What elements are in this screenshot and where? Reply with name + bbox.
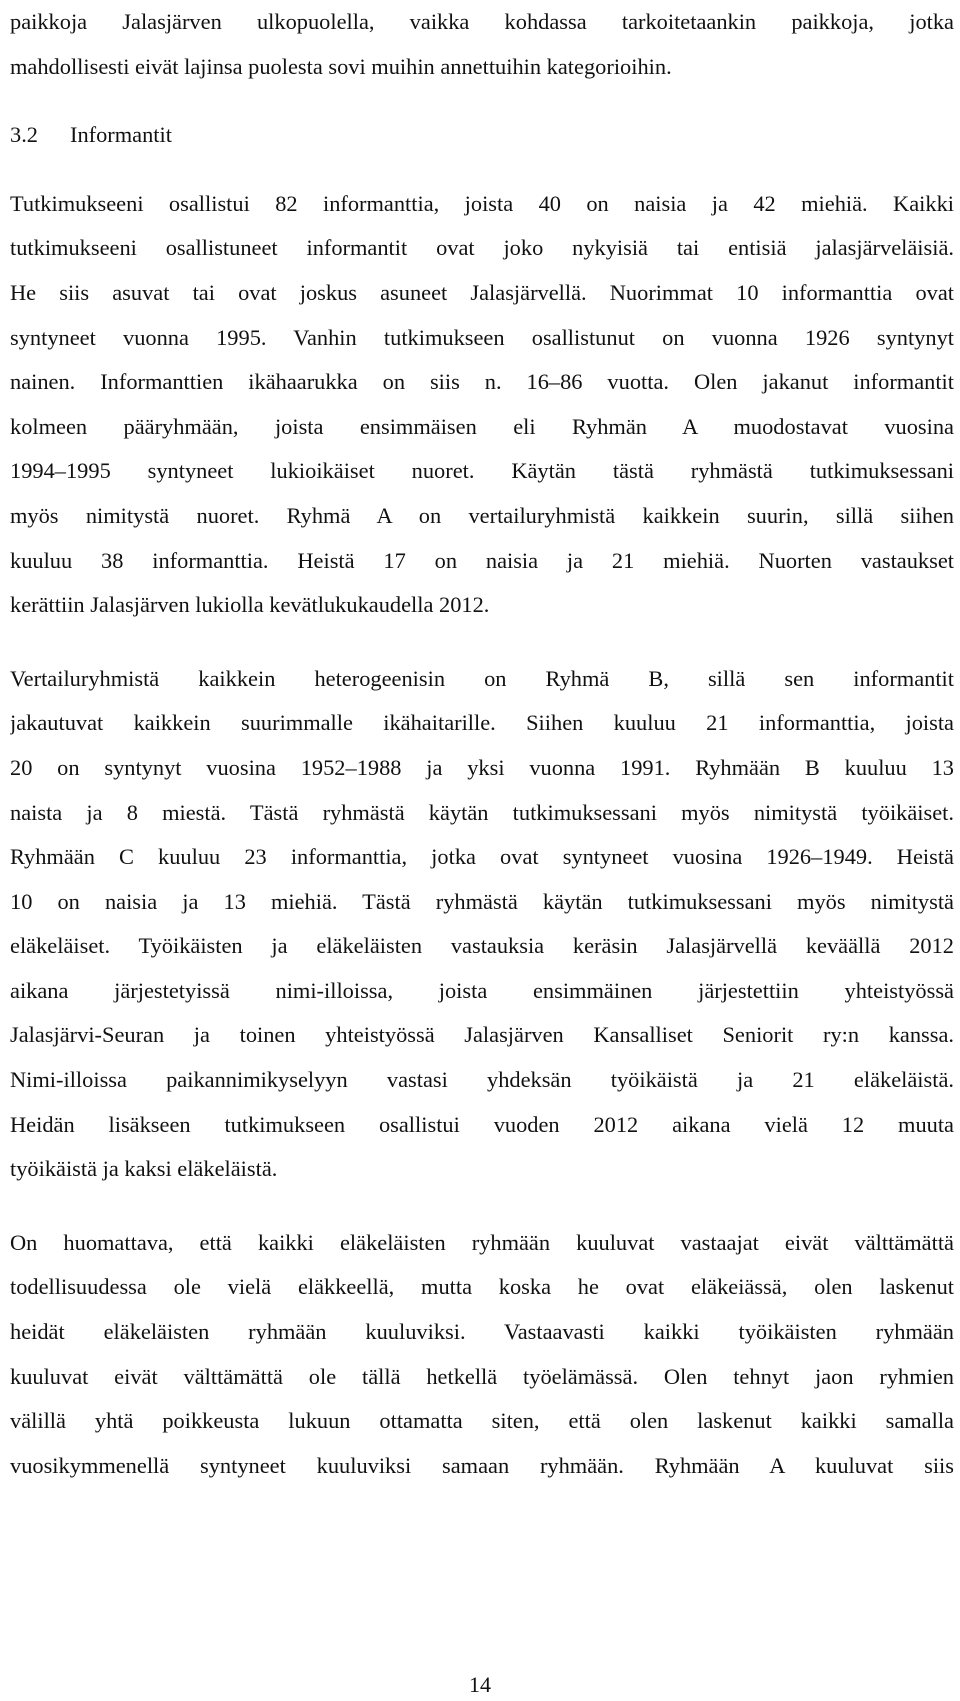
document-page	[10, 0, 954, 1488]
text-line: kuuluvat eivät välttämättä ole tällä hetkellä työelämässä. Olen tehnyt jaon ryhmien	[10, 1363, 954, 1389]
text-line: heidät eläkeläisten ryhmään kuuluviksi. Vastaavasti kaikki työikäisten ryhmään	[10, 1319, 954, 1345]
text-line: työikäistä ja kaksi eläkeläistä.	[10, 1156, 278, 1182]
text-line: He siis asuvat tai ovat joskus asuneet Jalasjärvellä. Nuorimmat 10 informanttia ovat	[10, 279, 954, 305]
text-line: todellisuudessa ole vielä eläkkeellä, mutta koska he ovat eläkeiässä, olen laskenut	[10, 1274, 954, 1300]
text-line: Nimi-illoissa paikannimikyselyyn vastasi yhdeksän työikäistä ja 21 eläkeläistä.	[10, 1067, 954, 1093]
text-line: välillä yhtä poikkeusta lukuun ottamatta siten, että olen laskenut kaikki samalla	[10, 1408, 954, 1434]
paragraph-3	[10, 1221, 954, 1489]
text-line: myös nimitystä nuoret. Ryhmä A on vertailuryhmistä kaikkein suurin, sillä siihen	[10, 502, 954, 528]
page-number: 14	[469, 1672, 491, 1697]
text-line: vuosikymmenellä syntyneet kuuluviksi samaan ryhmään. Ryhmään A kuuluvat siis	[10, 1452, 954, 1478]
section-heading	[10, 113, 954, 158]
text-line: nainen. Informanttien ikähaarukka on siis n. 16–86 vuotta. Olen jakanut informantit	[10, 369, 954, 395]
text-line: jakautuvat kaikkein suurimmalle ikähaitarille. Siihen kuuluu 21 informanttia, joista	[10, 710, 954, 736]
text-line: Jalasjärvi-Seuran ja toinen yhteistyössä Jalasjärven Kansalliset Seniorit ry:n kanssa.	[10, 1022, 954, 1048]
section-title: Informantit	[70, 122, 172, 148]
text-line: syntyneet vuonna 1995. Vanhin tutkimukseen osallistunut on vuonna 1926 syntynyt	[10, 324, 954, 350]
text-line: 1994–1995 syntyneet lukioikäiset nuoret. Käytän tästä ryhmästä tutkimuksessani	[10, 458, 954, 484]
text-line: kolmeen pääryhmään, joista ensimmäisen eli Ryhmän A muodostavat vuosina	[10, 413, 954, 439]
text-line: 20 on syntynyt vuosina 1952–1988 ja yksi vuonna 1991. Ryhmään B kuuluu 13	[10, 754, 954, 780]
text-line: Heidän lisäkseen tutkimukseen osallistui vuoden 2012 aikana vielä 12 muuta	[10, 1111, 954, 1137]
text-line: naista ja 8 miestä. Tästä ryhmästä käytän tutkimuksessani myös nimitystä työikäiset.	[10, 799, 954, 825]
text-line: Vertailuryhmistä kaikkein heterogeenisin on Ryhmä B, sillä sen informantit	[10, 665, 954, 691]
text-line: paikkoja Jalasjärven ulkopuolella, vaikka kohdassa tarkoitetaankin paikkoja, jotka	[10, 9, 954, 34]
text-line: eläkeläiset. Työikäisten ja eläkeläisten vastauksia keräsin Jalasjärvellä keväällä 2012	[10, 933, 954, 959]
intro-paragraph	[10, 0, 954, 89]
text-line: aikana järjestetyissä nimi-illoissa, joista ensimmäinen järjestettiin yhteistyössä	[10, 977, 954, 1003]
text-line: kerättiin Jalasjärven lukiolla kevätlukukaudella 2012.	[10, 592, 490, 618]
text-line: kuuluu 38 informanttia. Heistä 17 on naisia ja 21 miehiä. Nuorten vastaukset	[10, 547, 954, 573]
text-line: 10 on naisia ja 13 miehiä. Tästä ryhmästä käytän tutkimuksessani myös nimitystä	[10, 888, 954, 914]
text-line: tutkimukseeni osallistuneet informantit ovat joko nykyisiä tai entisiä jalasjärveläisiä.	[10, 235, 954, 261]
section-number: 3.2	[10, 122, 38, 148]
text-line: Tutkimukseeni osallistui 82 informanttia, joista 40 on naisia ja 42 miehiä. Kaikki	[10, 190, 954, 216]
text-line: Ryhmään C kuuluu 23 informanttia, jotka ovat syntyneet vuosina 1926–1949. Heistä	[10, 844, 954, 870]
text-line: On huomattava, että kaikki eläkeläisten ryhmään kuuluvat vastaajat eivät välttämättä	[10, 1229, 954, 1255]
text-line: mahdollisesti eivät lajinsa puolesta sovi muihin annettuihin kategorioihin.	[10, 53, 672, 79]
paragraph-1	[10, 182, 954, 628]
paragraph-2	[10, 657, 954, 1192]
